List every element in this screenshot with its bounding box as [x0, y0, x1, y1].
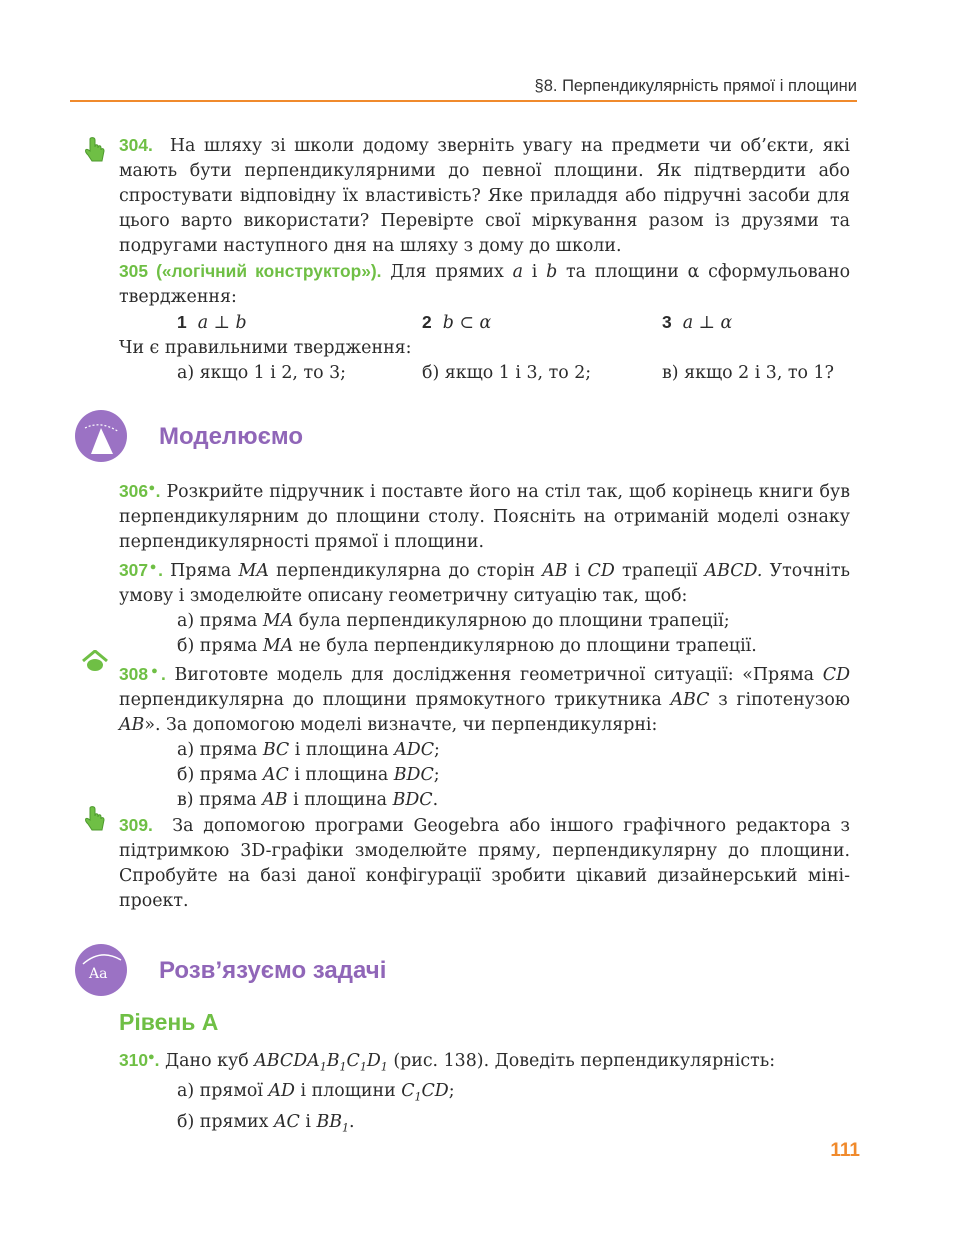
task-305 — [119, 259, 850, 310]
task-310-a: а) прямої AD і площини $C_1CD$; — [177, 1081, 455, 1104]
statement-1: 1 a ⊥ b — [177, 312, 247, 333]
task-number: 307●. — [119, 560, 163, 580]
task-307-a: а) пряма MA була перпендикулярною до площини трапеції; — [177, 611, 730, 631]
task-number: 304. — [119, 135, 153, 155]
task-text: За допомогою програми Geogebra або іншого графічного редактора з підтримкою 3D-графіки змоделюйте пряму, перпендикулярну до площини. Спробуйте на базі даної конфігурації зробити цікавий дизайнерський міні-проект. — [119, 816, 850, 911]
task-306 — [119, 476, 850, 555]
house-icon — [82, 650, 108, 672]
triangle-model-icon — [75, 410, 127, 462]
task-304 — [119, 133, 850, 259]
task-text: На шляху зі школи додому зверніть увагу на предмети чи об’єкти, які мають бути перпендикулярними до певної площини. Як підтвердити або спростувати відповідну їх властивість? Яке приладдя або підручні засоби для цього варто використати? Перевірте свої міркування разом із друзями та подругами наступного дня на шляху з дому до школи. — [119, 136, 850, 256]
section-solving — [75, 934, 850, 1006]
hand-pointer-icon — [82, 806, 106, 832]
question-text: Чи є правильними твердження: — [119, 338, 412, 358]
var-b: b — [546, 262, 558, 282]
level-title: Рівень А — [119, 1009, 219, 1035]
cube-name: $ABCDA_1B_1C_1D_1$ — [254, 1051, 388, 1074]
section-title: Розв’язуємо задачі — [159, 956, 387, 984]
hand-pointer-icon — [82, 137, 106, 163]
task-number: 306●. — [119, 481, 161, 501]
letters-aa-icon — [75, 944, 127, 996]
statements-row — [119, 310, 850, 336]
options-row — [119, 361, 850, 386]
section-modeling — [75, 400, 850, 472]
task-308: 308●. Виготовте модель для дослідження геометричної ситуації: «Пряма CD перпендикулярна до площини прямокутного трикутника ABC з гіпотенузою AB». За допомогою моделі визначте, чи перпендикулярні: — [119, 664, 851, 735]
option-b: б) якщо 1 і 3, то 2; — [422, 363, 592, 383]
task-number: 308●. — [119, 664, 166, 684]
task-307: 307●. Пряма MA перпендикулярна до сторін AB і CD трапеції ABCD. Уточніть умову і змоделюйте описану геометричну ситуацію так, щоб: — [119, 560, 851, 606]
page-number: 111 — [830, 1140, 860, 1161]
statement-3: 3 a ⊥ α — [662, 312, 733, 333]
var-a: a — [512, 262, 523, 282]
option-a: а) якщо 1 і 2, то 3; — [177, 363, 347, 383]
task-text: та площини α сформульовано твердження: — [119, 262, 851, 307]
header-title: §8. Перпендикулярність прямої і площини — [534, 77, 857, 95]
task-number: 305 («логічний конструктор»). — [119, 261, 382, 281]
task-308-a: а) пряма BC і площина ADC; — [177, 740, 440, 760]
task-308-c: в) пряма AB і площина BDC. — [177, 790, 439, 810]
statement-2: 2 b ⊂ α — [422, 312, 492, 333]
task-text: і — [531, 262, 538, 282]
task-308-b: б) пряма AC і площина BDC; — [177, 765, 440, 785]
task-310-b: б) прямих AC і $BB_1$. — [177, 1111, 355, 1135]
page-header — [70, 76, 857, 102]
task-310: 310●. Дано куб $ABCDA_1B_1C_1D_1$ (рис. 138). Доведіть перпендикулярність: — [119, 1050, 776, 1074]
task-number: 310●. — [119, 1050, 160, 1070]
task-307-b: б) пряма MA не була перпендикулярною до площини трапеції. — [177, 636, 757, 656]
task-text: Розкрийте підручник і поставте його на стіл так, щоб корінець книги був перпендикулярним до площини столу. Поясніть на отриманій моделі ознаку перпендикулярності прямої і площини. — [119, 482, 850, 552]
option-c: в) якщо 2 і 3, то 1? — [662, 363, 834, 383]
svg-text:Aa: Aa — [89, 966, 108, 982]
section-title: Моделюємо — [159, 422, 304, 450]
page-content — [89, 133, 851, 1140]
task-309 — [119, 813, 850, 914]
task-text: Для прямих — [390, 262, 504, 282]
task-number: 309. — [119, 815, 153, 835]
